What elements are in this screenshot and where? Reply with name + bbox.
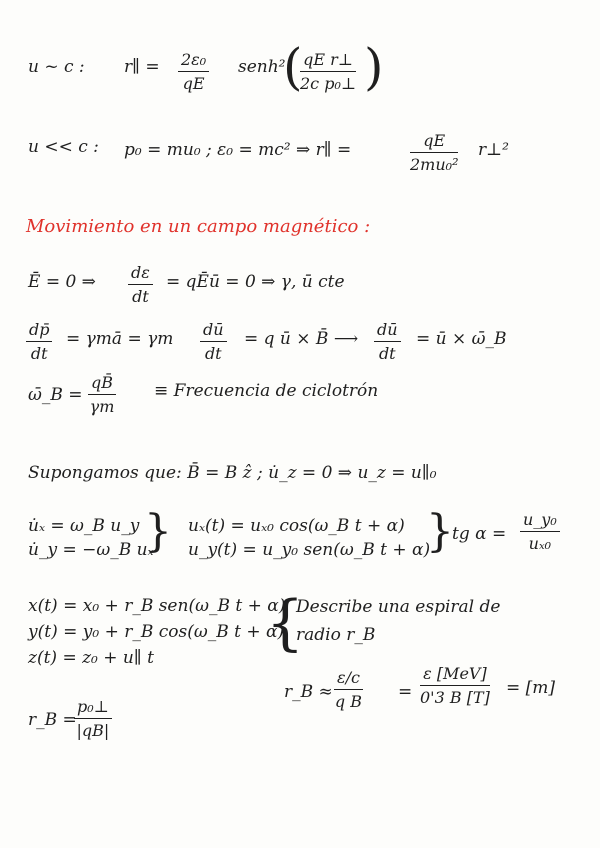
assumption-line: Supongamos que: B̄ = B ẑ ; u̇_z = 0 ⇒ u_z = u∥₀ [28, 463, 437, 483]
senh-argument-fraction [300, 50, 356, 93]
fraction-denominator: dt [132, 287, 149, 306]
lorentz-force: = q ū × B̄ ⟶ [244, 329, 359, 349]
fraction-denominator: dt [204, 344, 222, 363]
fraction-denominator: dt [30, 344, 48, 363]
nonrelativistic-equation: p₀ = mu₀ ; ε₀ = mc² ⇒ r∥ = [124, 140, 352, 160]
fraction-denominator: γm [89, 397, 115, 416]
nonrelativistic-condition: u << c : [28, 137, 99, 157]
momentum-derivative [26, 320, 52, 363]
dp-end: = ū × ω̄_B [416, 329, 507, 349]
nonrelativistic-fraction [410, 131, 458, 174]
fraction-numerator: p₀⊥ [74, 697, 112, 719]
left-paren: ( [283, 38, 303, 96]
fraction-numerator: dū [374, 320, 401, 342]
fraction-numerator: qE [410, 131, 458, 153]
dp-middle: = γmā = γm [66, 329, 174, 349]
fraction-denominator: |qB| [76, 721, 110, 740]
cyclotron-fraction [88, 373, 116, 416]
rb-meters: = [m] [506, 678, 556, 698]
fraction-denominator: dt [378, 344, 396, 363]
rb-units-fraction [420, 664, 490, 707]
r-parallel-lhs: r∥ = [124, 57, 160, 77]
fraction-numerator: dε [128, 263, 153, 285]
fraction-denominator: uₓ₀ [528, 534, 552, 553]
fraction-denominator: 0'3 B [T] [420, 688, 490, 707]
velocity-derivative-2 [374, 320, 401, 363]
velocity-derivative-1 [200, 320, 227, 363]
rb-approx-fraction [334, 668, 363, 711]
rb-approx-lhs: r_B ≈ [284, 682, 333, 702]
eq-uy-t: u_y(t) = u_y₀ sen(ω_B t + α) [188, 540, 431, 560]
fraction-numerator: ε/c [334, 668, 363, 690]
eq-uy-dot: u̇_y = −ω_B uₓ [28, 540, 154, 560]
rb-equals: = [398, 682, 413, 702]
fraction-denominator: 2mu₀² [410, 155, 459, 174]
e-zero-rest: = qĒū = 0 ⇒ γ, ū cte [166, 272, 345, 292]
rb-fraction [74, 697, 112, 740]
eq-x-t: x(t) = x₀ + r_B sen(ω_B t + α) [28, 596, 286, 616]
position-brace: { [266, 588, 305, 658]
describe-line-2: radio r_B [296, 625, 376, 645]
eq-ux-dot: u̇ₓ = ω_B u_y [28, 516, 140, 536]
energy-derivative [128, 263, 153, 306]
eq-y-t: y(t) = y₀ + r_B cos(ω_B t + α) [28, 622, 285, 642]
tan-lhs: tg α = [452, 524, 507, 544]
fraction-denominator: 2c p₀⊥ [300, 74, 356, 93]
fraction-numerator: qE r⊥ [300, 50, 356, 72]
left-brace: } [144, 506, 172, 557]
senh-function: senh² [238, 57, 286, 77]
fraction-numerator: ε [MeV] [420, 664, 490, 686]
cyclotron-text: ≡ Frecuencia de ciclotrón [154, 381, 379, 401]
fraction-numerator: qB̄ [88, 373, 116, 395]
fraction-numerator: 2ε₀ [178, 50, 209, 72]
eq-ux-t: uₓ(t) = uₓ₀ cos(ω_B t + α) [188, 516, 405, 536]
fraction-numerator: dp̄ [26, 320, 52, 342]
middle-brace: } [426, 506, 454, 557]
e-zero-start: Ē = 0 ⇒ [28, 272, 96, 292]
tan-fraction [520, 510, 560, 553]
omega-lhs: ω̄_B = [28, 385, 83, 405]
fraction-denominator: qE [182, 74, 205, 93]
right-paren: ) [364, 38, 384, 96]
section-heading: Movimiento en un campo magnético : [26, 216, 371, 237]
fraction-denominator: q B [334, 692, 363, 711]
r-perp-squared: r⊥² [478, 140, 509, 160]
relativistic-fraction [178, 50, 209, 93]
rb-lhs: r_B = [28, 710, 77, 730]
fraction-numerator: u_y₀ [520, 510, 560, 532]
describe-line-1: Describe una espiral de [296, 597, 501, 617]
eq-z-t: z(t) = z₀ + u∥ t [28, 648, 154, 668]
fraction-numerator: dū [200, 320, 227, 342]
relativistic-condition: u ~ c : [28, 57, 85, 77]
